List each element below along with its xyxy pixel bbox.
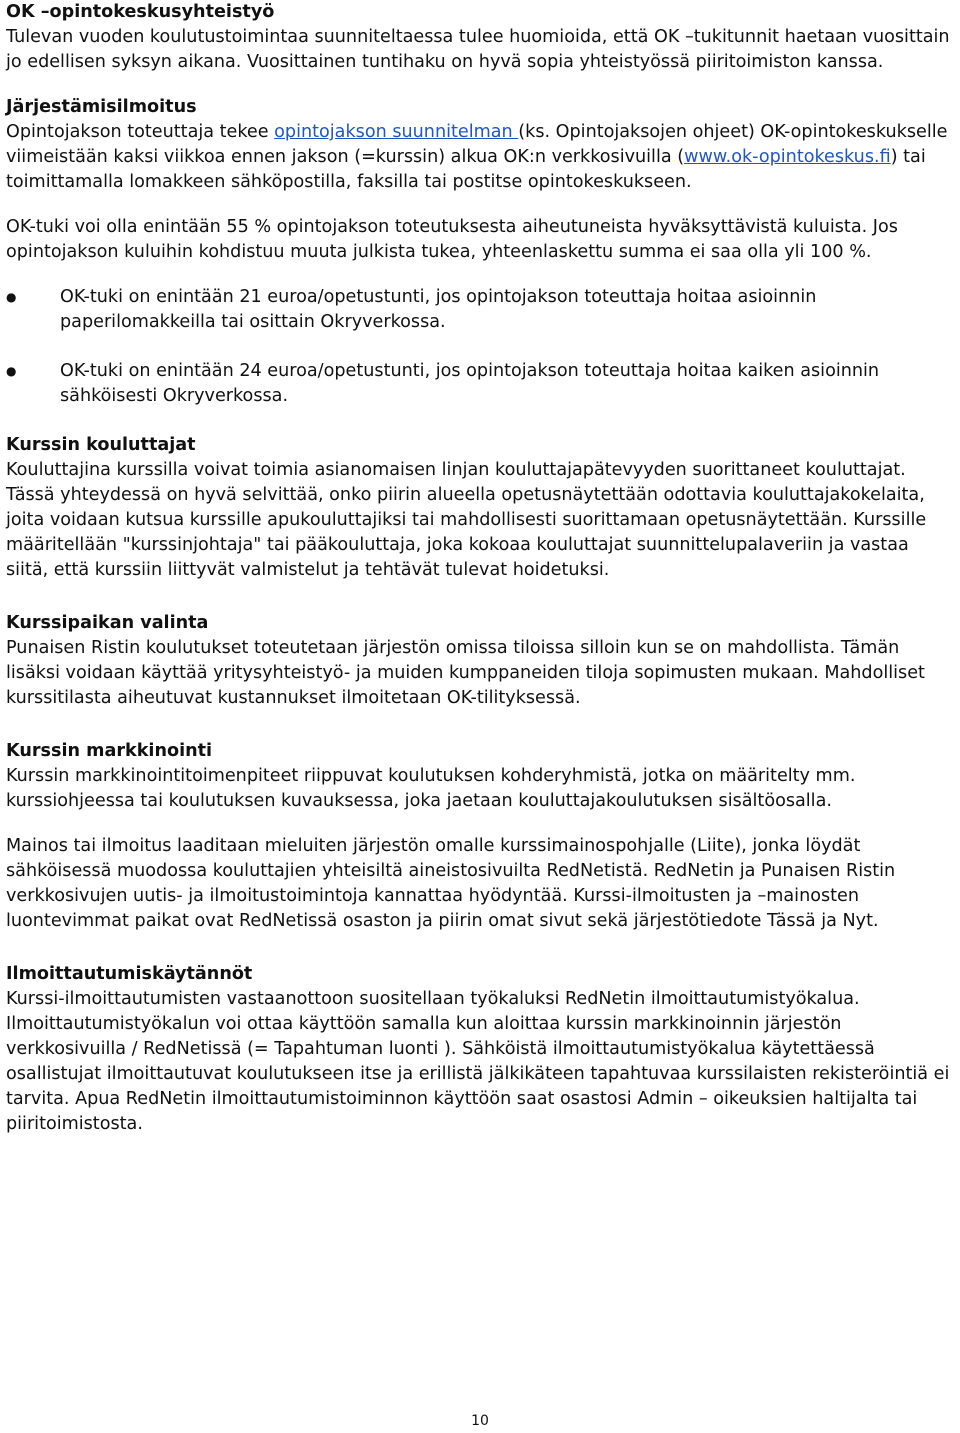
list-item bbox=[6, 285, 956, 335]
bullet-dot-icon: ● bbox=[6, 364, 17, 378]
paragraph-markkinointi: Kurssin markkinointitoimenpiteet riippuvat koulutuksen kohderyhmistä, jotka on määritelty mm. kurssiohjeessa tai koulutuksen kuvauksessa, joka jaetaan kouluttajakoulutuksen sisältöosalla. bbox=[6, 766, 856, 811]
list-item-text: OK-tuki on enintään 21 euroa/opetustunti, jos opintojakson toteuttaja hoitaa asioinnin paperilomakkeilla tai osittain Okryverkossa. bbox=[60, 287, 817, 332]
list-item bbox=[6, 359, 956, 409]
text-after-url: ) tai toimittamalla lomakkeen sähköpostilla, faksilla tai postitse opintokeskukseen. bbox=[6, 147, 926, 192]
list-item-text: OK-tuki on enintään 24 euroa/opetustunti, jos opintojakson toteuttaja hoitaa kaiken asioinnin sähköisesti Okryverkossa. bbox=[60, 361, 880, 406]
page-number: 10 bbox=[471, 1413, 489, 1429]
bullet-dot-icon: ● bbox=[6, 290, 17, 304]
paragraph-mainos: Mainos tai ilmoitus laaditaan mieluiten järjestön omalle kurssimainospohjalle (Liite), jonka löydät sähköisessä muodossa kouluttajien yhteisiltä aineistosivuilta RedNetistä. RedNetin ja Punaisen Ristin verkkosivujen uutis- ja ilmoitustoimintoja kannattaa hyödyntää. Kurssi-ilmoitusten ja –mainosten luontevimmat paikat ovat RedNetissä osaston ja piirin omat sivut sekä järjestötiedote Tässä ja Nyt. bbox=[6, 836, 896, 931]
heading-kurssin-markkinointi: Kurssin markkinointi bbox=[6, 741, 213, 761]
heading-jarjestamisilmoitus: Järjestämisilmoitus bbox=[6, 97, 197, 117]
document-page bbox=[6, 0, 956, 1137]
paragraph-ok-tukitunnit: Tulevan vuoden koulutustoimintaa suunniteltaessa tulee huomioida, että OK –tukitunnit haetaan vuosittain jo edellisen syksyn aikana. Vuosittainen tuntihaku on hyvä sopia yhteistyössä piiritoimiston kanssa. bbox=[6, 27, 950, 72]
paragraph-ilmoittautuminen: Kurssi-ilmoittautumisten vastaanottoon suositellaan työkaluksi RedNetin ilmoittautumistyökalua. Ilmoittautumistyökalun voi ottaa käyttöön samalla kun aloittaa kurssin markkinoinnin järjestön verkkosivuilla / RedNetissä (= Tapahtuman luonti ). Sähköistä ilmoittautumistyökalua käytettäessä osallistujat ilmoittautuvat koulutukseen itse ja erillistä jälkikäteen tapahtuvaa kurssilaisten rekisteröintiä ei tarvita. Apua RedNetin ilmoittautumistoiminnon käyttöön saat osastosi Admin – oikeuksien haltijalta tai piiritoimistosta. bbox=[6, 989, 950, 1134]
paragraph-ok-tuki-55: OK-tuki voi olla enintään 55 % opintojakson toteutuksesta aiheutuneista hyväksyttävistä kuluista. Jos opintojakson kuluihin kohdistuu muuta julkista tukea, yhteenlaskettu summa ei saa olla yli 100 %. bbox=[6, 217, 898, 262]
heading-ok-opintokeskusyhteistyo: OK –opintokeskusyhteistyö bbox=[6, 2, 275, 22]
ok-tuki-bullet-list bbox=[6, 285, 956, 409]
text-middle: (ks. Opintojaksojen ohjeet) OK-opintokeskukselle viimeistään kaksi viikkoa ennen jakson (=kurssin) alkua OK:n verkkosivuilla ( bbox=[6, 122, 948, 167]
heading-kurssipaikan-valinta: Kurssipaikan valinta bbox=[6, 613, 209, 633]
paragraph-kurssipaikka: Punaisen Ristin koulutukset toteutetaan järjestön omissa tiloissa silloin kun se on mahdollista. Tämän lisäksi voidaan käyttää yritysyhteistyö- ja muiden kumppaneiden tiloja sopimusten mukaan. Mahdolliset kurssitilasta aiheutuvat kustannukset ilmoitetaan OK-tilityksessä. bbox=[6, 638, 925, 708]
text-before-link: Opintojakson toteuttaja tekee bbox=[6, 122, 275, 142]
paragraph-kouluttajat: Kouluttajina kurssilla voivat toimia asianomaisen linjan kouluttajapätevyyden suorittaneet kouluttajat. Tässä yhteydessä on hyvä selvittää, onko piirin alueella opetusnäytettään odottavia kouluttajakokelaita, joita voidaan kutsua kurssille apukouluttajiksi tai mahdollisesti suorittamaan opetusnäytettään. Kurssille määritellään "kurssinjohtaja" tai pääkouluttaja, joka kokoaa kouluttajat suunnittelupalaveriin ja vastaa siitä, että kurssiin liittyvät valmistelut ja tehtävät tulevat hoidetuksi. bbox=[6, 460, 927, 580]
heading-ilmoittautumiskaytannot: Ilmoittautumiskäytännöt bbox=[6, 964, 253, 984]
opintojakson-suunnitelma-link[interactable]: opintojakson suunnitelman bbox=[274, 122, 519, 142]
heading-kurssin-kouluttajat: Kurssin kouluttajat bbox=[6, 435, 196, 455]
ok-opintokeskus-url-link[interactable]: www.ok-opintokeskus.fi bbox=[684, 147, 891, 167]
paragraph-jarjestamisilmoitus bbox=[6, 120, 956, 195]
